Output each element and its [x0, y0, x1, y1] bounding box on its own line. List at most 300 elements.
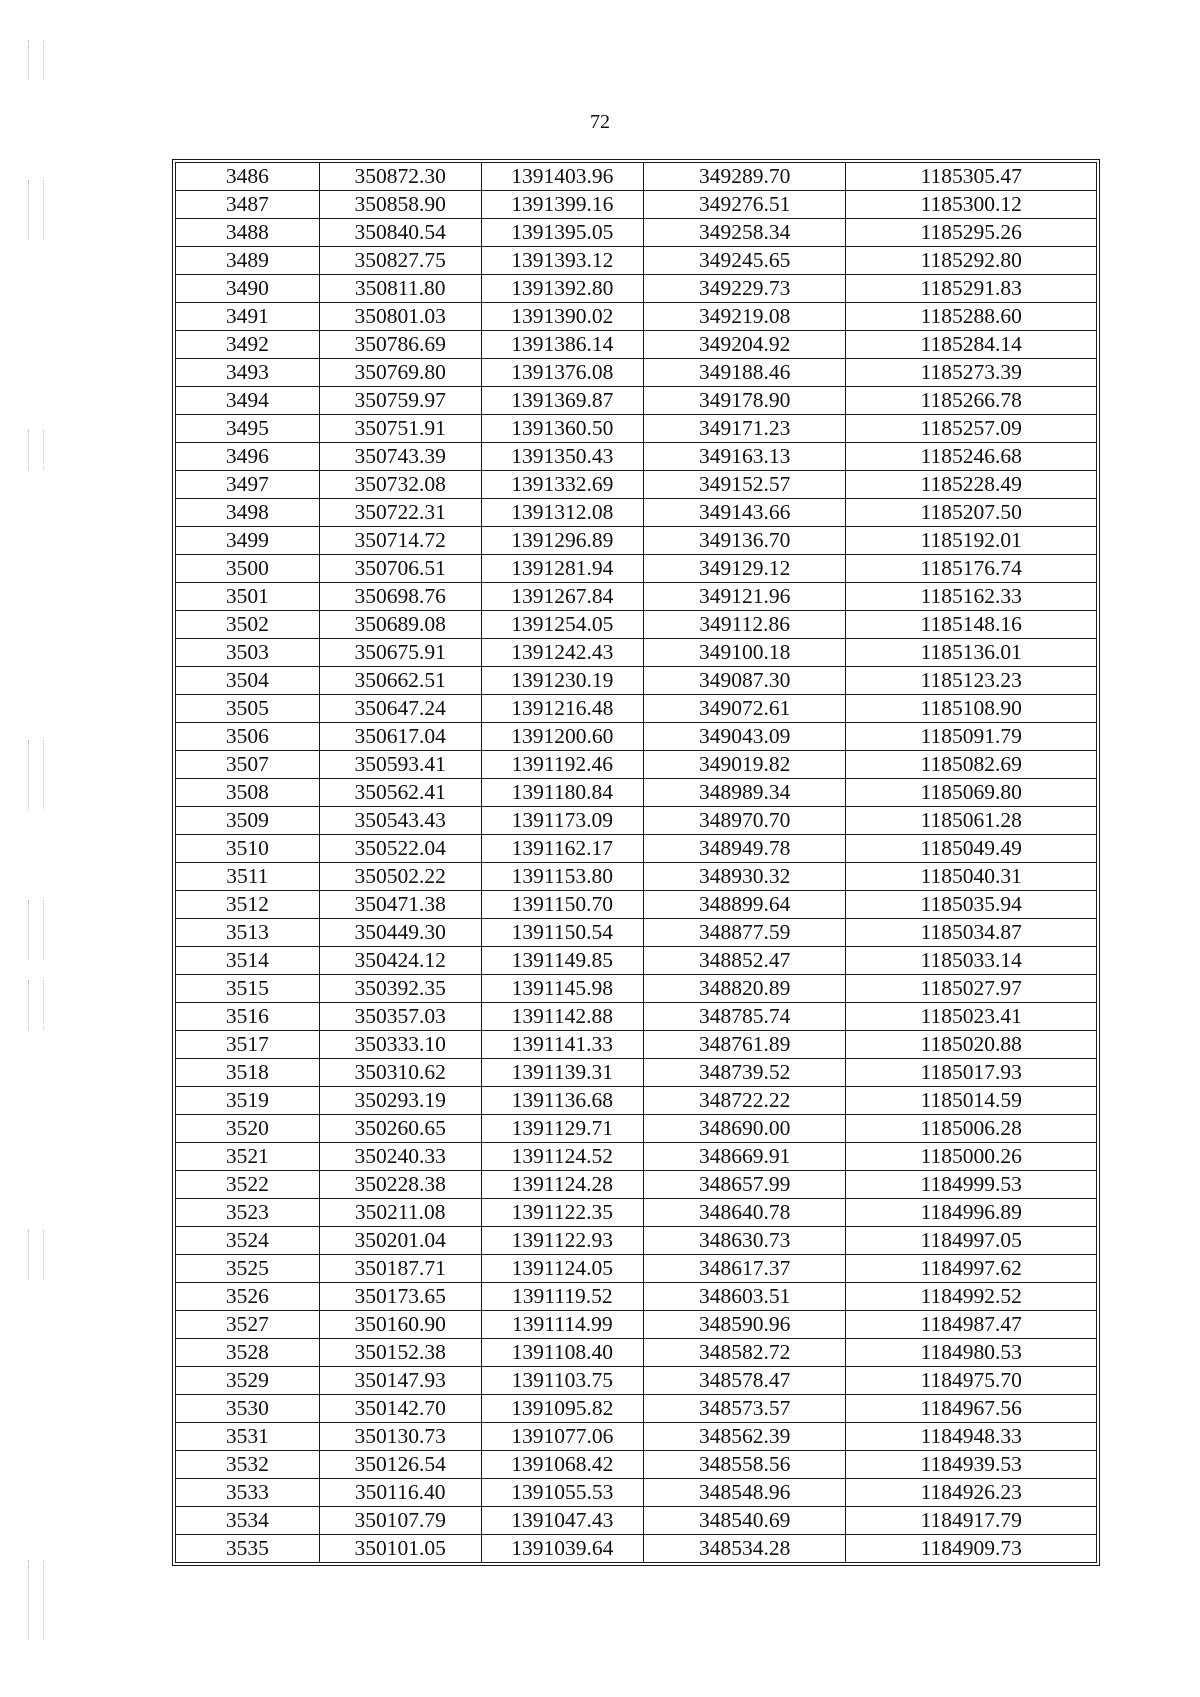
table-cell: 1391119.52 — [481, 1283, 643, 1311]
table-cell: 348989.34 — [643, 779, 846, 807]
table-cell: 1391395.05 — [481, 219, 643, 247]
table-cell: 350424.12 — [319, 947, 481, 975]
table-row — [176, 779, 1097, 807]
table-cell: 348617.37 — [643, 1255, 846, 1283]
table-cell: 3489 — [176, 247, 320, 275]
table-row — [176, 1199, 1097, 1227]
table-cell: 1184980.53 — [846, 1339, 1097, 1367]
table-cell: 1391153.80 — [481, 863, 643, 891]
table-cell: 1391114.99 — [481, 1311, 643, 1339]
page-number: 72 — [590, 111, 610, 133]
table-cell: 350228.38 — [319, 1171, 481, 1199]
table-cell: 1185305.47 — [846, 163, 1097, 191]
table-cell: 350101.05 — [319, 1535, 481, 1563]
table-cell: 349152.57 — [643, 471, 846, 499]
table-row — [176, 443, 1097, 471]
table-cell: 1391095.82 — [481, 1395, 643, 1423]
table-row — [176, 415, 1097, 443]
table-row — [176, 919, 1097, 947]
table-row — [176, 835, 1097, 863]
table-cell: 1391150.54 — [481, 919, 643, 947]
table-cell: 348949.78 — [643, 835, 846, 863]
table-cell: 3512 — [176, 891, 320, 919]
table-cell: 1391369.87 — [481, 387, 643, 415]
table-cell: 1185006.28 — [846, 1115, 1097, 1143]
table-cell: 350759.97 — [319, 387, 481, 415]
table-cell: 1185192.01 — [846, 527, 1097, 555]
table-cell: 349136.70 — [643, 527, 846, 555]
table-cell: 1391136.68 — [481, 1087, 643, 1115]
table-row — [176, 527, 1097, 555]
table-cell: 350147.93 — [319, 1367, 481, 1395]
table-cell: 350751.91 — [319, 415, 481, 443]
table-cell: 1391281.94 — [481, 555, 643, 583]
table-cell: 348540.69 — [643, 1507, 846, 1535]
table-row — [176, 891, 1097, 919]
table-cell: 350698.76 — [319, 583, 481, 611]
table-cell: 1391108.40 — [481, 1339, 643, 1367]
table-cell: 1185300.12 — [846, 191, 1097, 219]
scan-artifact — [28, 980, 44, 1030]
table-cell: 350357.03 — [319, 1003, 481, 1031]
table-cell: 348657.99 — [643, 1171, 846, 1199]
table-cell: 349100.18 — [643, 639, 846, 667]
table-cell: 350126.54 — [319, 1451, 481, 1479]
table-cell: 1391230.19 — [481, 667, 643, 695]
table-cell: 348578.47 — [643, 1367, 846, 1395]
table-cell: 1391242.43 — [481, 639, 643, 667]
table-cell: 349112.86 — [643, 611, 846, 639]
table-cell: 350392.35 — [319, 975, 481, 1003]
table-cell: 3491 — [176, 303, 320, 331]
table-cell: 1185017.93 — [846, 1059, 1097, 1087]
table-cell: 1185034.87 — [846, 919, 1097, 947]
table-cell: 1391173.09 — [481, 807, 643, 835]
table-cell: 3490 — [176, 275, 320, 303]
table-cell: 348852.47 — [643, 947, 846, 975]
table-cell: 1391124.28 — [481, 1171, 643, 1199]
table-cell: 1185035.94 — [846, 891, 1097, 919]
table-cell: 350310.62 — [319, 1059, 481, 1087]
table-cell: 350801.03 — [319, 303, 481, 331]
table-row — [176, 1339, 1097, 1367]
table-cell: 1185292.80 — [846, 247, 1097, 275]
table-row — [176, 1059, 1097, 1087]
table-cell: 350872.30 — [319, 163, 481, 191]
table-cell: 3507 — [176, 751, 320, 779]
table-cell: 1391386.14 — [481, 331, 643, 359]
table-cell: 1184987.47 — [846, 1311, 1097, 1339]
table-row — [176, 639, 1097, 667]
table-cell: 348722.22 — [643, 1087, 846, 1115]
table-cell: 3487 — [176, 191, 320, 219]
table-cell: 350617.04 — [319, 723, 481, 751]
table-cell: 348820.89 — [643, 975, 846, 1003]
table-cell: 3534 — [176, 1507, 320, 1535]
table-cell: 348573.57 — [643, 1395, 846, 1423]
table-cell: 348640.78 — [643, 1199, 846, 1227]
table-cell: 1184939.53 — [846, 1451, 1097, 1479]
table-cell: 3528 — [176, 1339, 320, 1367]
table-row — [176, 247, 1097, 275]
table-cell: 348562.39 — [643, 1423, 846, 1451]
table-cell: 349204.92 — [643, 331, 846, 359]
table-cell: 349072.61 — [643, 695, 846, 723]
table-cell: 348558.56 — [643, 1451, 846, 1479]
table-cell: 1391129.71 — [481, 1115, 643, 1143]
table-cell: 350543.43 — [319, 807, 481, 835]
table-cell: 1185207.50 — [846, 499, 1097, 527]
table-cell: 3519 — [176, 1087, 320, 1115]
table-cell: 350502.22 — [319, 863, 481, 891]
table-cell: 1391392.80 — [481, 275, 643, 303]
table-cell: 350562.41 — [319, 779, 481, 807]
table-row — [176, 667, 1097, 695]
table-row — [176, 1255, 1097, 1283]
table-row — [176, 1367, 1097, 1395]
table-cell: 1184909.73 — [846, 1535, 1097, 1563]
table-row — [176, 1395, 1097, 1423]
table-cell: 349245.65 — [643, 247, 846, 275]
table-row — [176, 1535, 1097, 1563]
table-cell: 3501 — [176, 583, 320, 611]
table-cell: 348739.52 — [643, 1059, 846, 1087]
table-cell: 1185257.09 — [846, 415, 1097, 443]
table-cell: 1185291.83 — [846, 275, 1097, 303]
table-cell: 1391393.12 — [481, 247, 643, 275]
table-cell: 3526 — [176, 1283, 320, 1311]
coordinate-table — [175, 162, 1097, 1563]
table-cell: 350714.72 — [319, 527, 481, 555]
coordinate-table-frame — [172, 159, 1100, 1566]
scan-artifact — [28, 40, 44, 80]
table-cell: 349087.30 — [643, 667, 846, 695]
table-cell: 1391254.05 — [481, 611, 643, 639]
table-cell: 350160.90 — [319, 1311, 481, 1339]
table-row — [176, 471, 1097, 499]
table-cell: 1185284.14 — [846, 331, 1097, 359]
table-cell: 3502 — [176, 611, 320, 639]
table-cell: 3508 — [176, 779, 320, 807]
table-cell: 1391180.84 — [481, 779, 643, 807]
table-cell: 1391216.48 — [481, 695, 643, 723]
table-cell: 350786.69 — [319, 331, 481, 359]
table-cell: 350743.39 — [319, 443, 481, 471]
table-cell: 349171.23 — [643, 415, 846, 443]
table-cell: 3505 — [176, 695, 320, 723]
table-cell: 1184996.89 — [846, 1199, 1097, 1227]
table-cell: 348582.72 — [643, 1339, 846, 1367]
table-cell: 350130.73 — [319, 1423, 481, 1451]
table-cell: 1185295.26 — [846, 219, 1097, 247]
table-cell: 1185091.79 — [846, 723, 1097, 751]
table-row — [176, 807, 1097, 835]
table-cell: 1184999.53 — [846, 1171, 1097, 1199]
table-cell: 348669.91 — [643, 1143, 846, 1171]
table-cell: 1391122.93 — [481, 1227, 643, 1255]
table-cell: 1391139.31 — [481, 1059, 643, 1087]
table-cell: 1184926.23 — [846, 1479, 1097, 1507]
table-row — [176, 583, 1097, 611]
table-cell: 1185288.60 — [846, 303, 1097, 331]
table-row — [176, 1031, 1097, 1059]
table-cell: 3531 — [176, 1423, 320, 1451]
table-cell: 1184917.79 — [846, 1507, 1097, 1535]
table-row — [176, 1087, 1097, 1115]
table-cell: 1391399.16 — [481, 191, 643, 219]
table-cell: 1185273.39 — [846, 359, 1097, 387]
table-cell: 350152.38 — [319, 1339, 481, 1367]
table-cell: 349019.82 — [643, 751, 846, 779]
table-row — [176, 1479, 1097, 1507]
table-cell: 3532 — [176, 1451, 320, 1479]
table-cell: 1185148.16 — [846, 611, 1097, 639]
table-cell: 3511 — [176, 863, 320, 891]
table-cell: 1185108.90 — [846, 695, 1097, 723]
scan-artifact — [28, 1230, 44, 1280]
table-row — [176, 1227, 1097, 1255]
table-cell: 348899.64 — [643, 891, 846, 919]
table-cell: 3515 — [176, 975, 320, 1003]
table-cell: 348785.74 — [643, 1003, 846, 1031]
table-cell: 1185228.49 — [846, 471, 1097, 499]
table-row — [176, 303, 1097, 331]
table-cell: 3521 — [176, 1143, 320, 1171]
table-cell: 350522.04 — [319, 835, 481, 863]
table-row — [176, 863, 1097, 891]
table-cell: 1185020.88 — [846, 1031, 1097, 1059]
table-cell: 348548.96 — [643, 1479, 846, 1507]
table-cell: 1391150.70 — [481, 891, 643, 919]
table-cell: 3496 — [176, 443, 320, 471]
table-cell: 1391142.88 — [481, 1003, 643, 1031]
table-cell: 350706.51 — [319, 555, 481, 583]
table-cell: 350240.33 — [319, 1143, 481, 1171]
scan-artifact — [28, 180, 44, 240]
table-cell: 350449.30 — [319, 919, 481, 947]
scan-artifact — [28, 1560, 44, 1640]
table-cell: 3500 — [176, 555, 320, 583]
table-cell: 348534.28 — [643, 1535, 846, 1563]
table-cell: 1391124.52 — [481, 1143, 643, 1171]
table-cell: 1185014.59 — [846, 1087, 1097, 1115]
table-cell: 3497 — [176, 471, 320, 499]
table-cell: 3516 — [176, 1003, 320, 1031]
table-row — [176, 1311, 1097, 1339]
table-cell: 350142.70 — [319, 1395, 481, 1423]
table-cell: 3504 — [176, 667, 320, 695]
table-cell: 1185049.49 — [846, 835, 1097, 863]
table-cell: 1391376.08 — [481, 359, 643, 387]
table-cell: 3506 — [176, 723, 320, 751]
table-cell: 1185069.80 — [846, 779, 1097, 807]
table-cell: 350769.80 — [319, 359, 481, 387]
table-row — [176, 275, 1097, 303]
table-cell: 349121.96 — [643, 583, 846, 611]
table-cell: 350662.51 — [319, 667, 481, 695]
table-cell: 1391360.50 — [481, 415, 643, 443]
table-cell: 349219.08 — [643, 303, 846, 331]
table-cell: 1391390.02 — [481, 303, 643, 331]
table-cell: 3492 — [176, 331, 320, 359]
table-cell: 3498 — [176, 499, 320, 527]
table-cell: 349143.66 — [643, 499, 846, 527]
table-cell: 3525 — [176, 1255, 320, 1283]
table-cell: 3493 — [176, 359, 320, 387]
table-row — [176, 1423, 1097, 1451]
table-cell: 3535 — [176, 1535, 320, 1563]
table-cell: 3488 — [176, 219, 320, 247]
table-row — [176, 191, 1097, 219]
table-cell: 350471.38 — [319, 891, 481, 919]
table-cell: 1391403.96 — [481, 163, 643, 191]
table-cell: 348590.96 — [643, 1311, 846, 1339]
table-cell: 349276.51 — [643, 191, 846, 219]
table-cell: 3509 — [176, 807, 320, 835]
table-cell: 349258.34 — [643, 219, 846, 247]
table-cell: 1185266.78 — [846, 387, 1097, 415]
table-cell: 1184967.56 — [846, 1395, 1097, 1423]
table-cell: 1391068.42 — [481, 1451, 643, 1479]
table-row — [176, 723, 1097, 751]
table-cell: 1185136.01 — [846, 639, 1097, 667]
table-cell: 1391055.53 — [481, 1479, 643, 1507]
table-cell: 350107.79 — [319, 1507, 481, 1535]
table-cell: 1184975.70 — [846, 1367, 1097, 1395]
table-cell: 3514 — [176, 947, 320, 975]
table-cell: 1391047.43 — [481, 1507, 643, 1535]
table-cell: 1185033.14 — [846, 947, 1097, 975]
table-cell: 350116.40 — [319, 1479, 481, 1507]
table-cell: 1391149.85 — [481, 947, 643, 975]
table-cell: 1391077.06 — [481, 1423, 643, 1451]
table-cell: 1185023.41 — [846, 1003, 1097, 1031]
table-cell: 1184997.05 — [846, 1227, 1097, 1255]
table-cell: 1391103.75 — [481, 1367, 643, 1395]
table-cell: 3522 — [176, 1171, 320, 1199]
table-cell: 350647.24 — [319, 695, 481, 723]
table-cell: 1391200.60 — [481, 723, 643, 751]
table-row — [176, 695, 1097, 723]
table-cell: 350732.08 — [319, 471, 481, 499]
scan-artifact — [28, 740, 44, 810]
table-cell: 1185246.68 — [846, 443, 1097, 471]
table-cell: 1391141.33 — [481, 1031, 643, 1059]
table-cell: 1184992.52 — [846, 1283, 1097, 1311]
table-cell: 3486 — [176, 163, 320, 191]
table-cell: 348970.70 — [643, 807, 846, 835]
table-cell: 350811.80 — [319, 275, 481, 303]
table-cell: 1391267.84 — [481, 583, 643, 611]
table-cell: 350689.08 — [319, 611, 481, 639]
table-cell: 3529 — [176, 1367, 320, 1395]
table-row — [176, 1171, 1097, 1199]
table-cell: 1185123.23 — [846, 667, 1097, 695]
table-cell: 350333.10 — [319, 1031, 481, 1059]
table-row — [176, 947, 1097, 975]
table-cell: 350840.54 — [319, 219, 481, 247]
table-cell: 1391350.43 — [481, 443, 643, 471]
table-row — [176, 331, 1097, 359]
table-cell: 3527 — [176, 1311, 320, 1339]
table-row — [176, 1003, 1097, 1031]
table-row — [176, 1283, 1097, 1311]
table-cell: 3517 — [176, 1031, 320, 1059]
table-cell: 3499 — [176, 527, 320, 555]
table-cell: 1184997.62 — [846, 1255, 1097, 1283]
table-cell: 1185061.28 — [846, 807, 1097, 835]
table-cell: 350201.04 — [319, 1227, 481, 1255]
table-cell: 349043.09 — [643, 723, 846, 751]
table-row — [176, 163, 1097, 191]
table-cell: 348877.59 — [643, 919, 846, 947]
table-cell: 1391162.17 — [481, 835, 643, 863]
scan-artifact — [28, 430, 44, 470]
table-cell: 349163.13 — [643, 443, 846, 471]
table-cell: 3533 — [176, 1479, 320, 1507]
table-row — [176, 499, 1097, 527]
table-cell: 1185082.69 — [846, 751, 1097, 779]
table-cell: 3524 — [176, 1227, 320, 1255]
table-cell: 349188.46 — [643, 359, 846, 387]
table-cell: 1391192.46 — [481, 751, 643, 779]
table-cell: 3530 — [176, 1395, 320, 1423]
table-row — [176, 387, 1097, 415]
table-cell: 1391296.89 — [481, 527, 643, 555]
table-row — [176, 1507, 1097, 1535]
table-row — [176, 219, 1097, 247]
table-row — [176, 1115, 1097, 1143]
table-cell: 350675.91 — [319, 639, 481, 667]
table-cell: 348690.00 — [643, 1115, 846, 1143]
table-cell: 3494 — [176, 387, 320, 415]
table-row — [176, 975, 1097, 1003]
table-cell: 350211.08 — [319, 1199, 481, 1227]
table-cell: 348603.51 — [643, 1283, 846, 1311]
table-row — [176, 1143, 1097, 1171]
scan-artifact — [28, 900, 44, 960]
table-cell: 348761.89 — [643, 1031, 846, 1059]
table-row — [176, 359, 1097, 387]
table-row — [176, 751, 1097, 779]
table-cell: 1391332.69 — [481, 471, 643, 499]
table-cell: 349129.12 — [643, 555, 846, 583]
table-cell: 350260.65 — [319, 1115, 481, 1143]
table-cell: 3503 — [176, 639, 320, 667]
coordinate-table-body — [176, 163, 1097, 1563]
table-cell: 1185176.74 — [846, 555, 1097, 583]
table-cell: 1391145.98 — [481, 975, 643, 1003]
table-cell: 350722.31 — [319, 499, 481, 527]
table-cell: 349178.90 — [643, 387, 846, 415]
table-cell: 1185027.97 — [846, 975, 1097, 1003]
table-cell: 1391122.35 — [481, 1199, 643, 1227]
table-cell: 349289.70 — [643, 163, 846, 191]
table-cell: 3518 — [176, 1059, 320, 1087]
table-row — [176, 555, 1097, 583]
table-cell: 350858.90 — [319, 191, 481, 219]
table-cell: 350187.71 — [319, 1255, 481, 1283]
table-cell: 3520 — [176, 1115, 320, 1143]
table-cell: 350173.65 — [319, 1283, 481, 1311]
table-cell: 3495 — [176, 415, 320, 443]
table-cell: 1391124.05 — [481, 1255, 643, 1283]
table-cell: 350593.41 — [319, 751, 481, 779]
table-cell: 1185000.26 — [846, 1143, 1097, 1171]
table-cell: 1391312.08 — [481, 499, 643, 527]
table-cell: 348630.73 — [643, 1227, 846, 1255]
table-cell: 3510 — [176, 835, 320, 863]
